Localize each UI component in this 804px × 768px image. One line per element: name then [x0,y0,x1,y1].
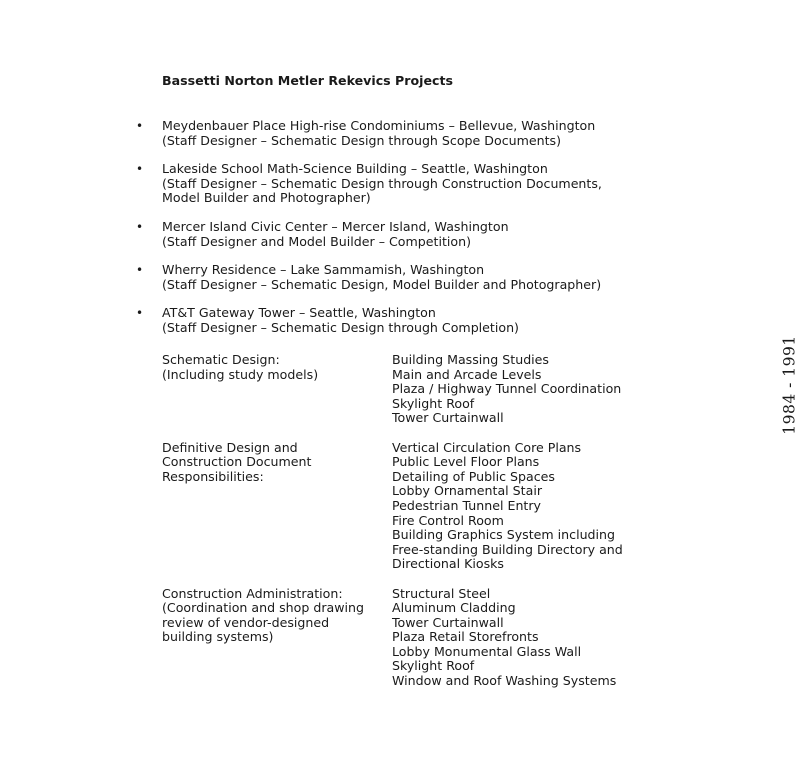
bullet-icon: • [136,306,144,321]
detail-item: Building Massing Studies [392,352,549,367]
detail-label-line: building systems) [162,629,274,645]
detail-label-line: (Including study models) [162,366,319,382]
detail-label [162,587,392,689]
detail-section-schematic-design [162,353,662,426]
project-name: Wherry Residence – Lake Sammamish, Washington [162,262,485,278]
project-item [136,220,656,249]
detail-item: Plaza / Highway Tunnel Coordination [392,381,622,397]
detail-item: Public Level Floor Plans [392,454,540,470]
detail-label [162,353,392,426]
date-range: 1984 - 1991 [780,335,799,435]
detail-items [392,441,662,572]
bullet-icon: • [136,119,144,133]
project-role: (Staff Designer – Schematic Design through Construction Documents, [162,175,602,191]
detail-item: Detailing of Public Spaces [392,468,555,484]
detail-item: Pedestrian Tunnel Entry [392,497,541,513]
project-role-continued: Model Builder and Photographer) [162,190,371,206]
project-item [136,119,656,148]
detail-label-line: Construction Document [162,454,312,470]
project-item [136,162,656,206]
project-role: (Staff Designer – Schematic Design, Model Builder and Photographer) [162,276,602,292]
detail-item: Aluminum Cladding [392,600,516,616]
project-name: AT&T Gateway Tower – Seattle, Washington [162,305,436,321]
page-title: Bassetti Norton Metler Rekevics Projects [162,73,453,88]
detail-label-line: (Coordination and shop drawing [162,600,364,616]
project-list [136,119,656,350]
detail-items [392,353,662,426]
bullet-icon: • [136,219,144,234]
detail-label-line: Responsibilities: [162,468,264,484]
detail-item: Building Graphics System including [392,527,616,543]
detail-item: Skylight Roof [392,658,475,674]
detail-item: Tower Curtainwall [392,614,504,630]
detail-item: Tower Curtainwall [392,410,504,426]
detail-item: Lobby Monumental Glass Wall [392,643,582,659]
detail-item: Structural Steel [392,585,491,601]
detail-label-line: Construction Administration: [162,585,343,601]
detail-item: Lobby Ornamental Stair [392,483,542,499]
responsibilities-table [162,353,662,703]
detail-item: Directional Kiosks [392,556,504,572]
detail-item: Window and Roof Washing Systems [392,673,617,689]
detail-item: Main and Arcade Levels [392,366,542,382]
project-role: (Staff Designer and Model Builder – Competition) [162,233,471,249]
detail-label-line: review of vendor-designed [162,614,330,630]
bullet-icon: • [136,162,144,177]
project-role: (Staff Designer – Schematic Design through Scope Documents) [162,132,562,148]
detail-item: Vertical Circulation Core Plans [392,439,582,455]
project-name: Mercer Island Civic Center – Mercer Island, Washington [162,218,509,234]
bullet-icon: • [136,263,144,278]
detail-label-line: Definitive Design and [162,439,298,455]
detail-label-line: Schematic Design: [162,352,280,367]
detail-items [392,587,662,689]
detail-item: Free-standing Building Directory and [392,541,623,557]
detail-label [162,441,392,572]
detail-section-construction-administration [162,587,662,689]
detail-item: Plaza Retail Storefronts [392,629,539,645]
detail-section-definitive-design [162,441,662,572]
project-role: (Staff Designer – Schematic Design through Completion) [162,319,519,335]
detail-item: Fire Control Room [392,512,504,528]
project-name: Lakeside School Math-Science Building – Seattle, Washington [162,161,548,177]
project-name: Meydenbauer Place High-rise Condominiums – Bellevue, Washington [162,118,596,133]
project-item [136,306,656,335]
detail-item: Skylight Roof [392,395,475,411]
project-item [136,263,656,292]
